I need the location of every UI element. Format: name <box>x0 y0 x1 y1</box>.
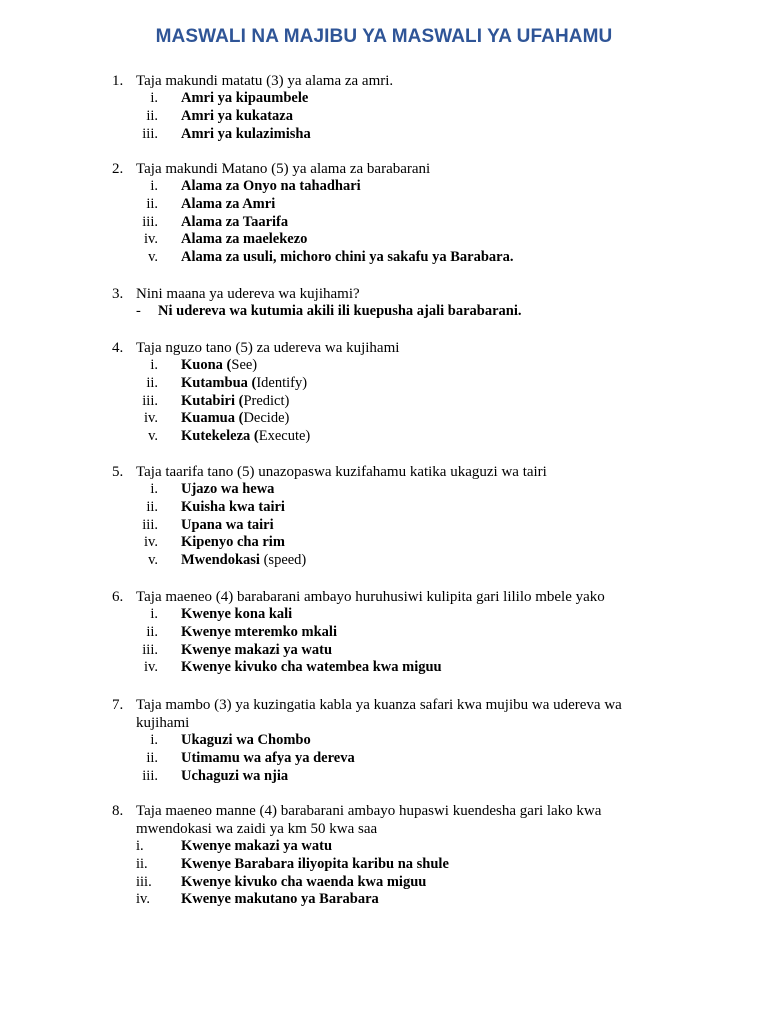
answer-item <box>112 732 652 750</box>
question-text: Taja makundi matatu (3) ya alama za amri. <box>136 73 394 89</box>
item-numeral: i. <box>150 178 158 194</box>
answer-text: Kwenye makazi ya watu <box>181 641 333 658</box>
answer-item <box>112 214 652 232</box>
answer-item <box>112 90 652 108</box>
item-numeral: iv. <box>144 534 158 551</box>
item-numeral: i. <box>150 732 158 748</box>
item-numeral: iv. <box>144 231 158 248</box>
item-numeral: iii. <box>142 392 158 409</box>
answer-text: Kuisha kwa tairi <box>181 498 285 515</box>
question-2 <box>112 160 652 267</box>
answer-english: (speed) <box>259 552 307 569</box>
question-text: Taja maeneo (4) barabarani ambayo huruhusiwi kulipita gari lililo mbele yako <box>136 589 605 605</box>
question-3 <box>112 285 652 321</box>
answer-english: Decide) <box>243 410 290 427</box>
question-number: 5. <box>112 464 124 480</box>
item-numeral: iv. <box>136 891 150 908</box>
answer-item <box>112 624 652 642</box>
answer-text: Kutambua ( <box>181 374 257 391</box>
answer-text: Kwenye kona kali <box>181 606 293 622</box>
answer-item <box>112 642 652 660</box>
answer-item <box>112 750 652 768</box>
answer-item <box>112 499 652 517</box>
question-text: Taja maeneo manne (4) barabarani ambayo hupaswi kuendesha gari lako kwa mwendokasi wa zaidi ya km 50 kwa saa <box>136 803 602 837</box>
answer-item <box>112 357 652 375</box>
answer-item <box>112 375 652 393</box>
item-numeral: ii. <box>146 374 158 391</box>
question-text: Taja makundi Matano (5) ya alama za barabarani <box>136 161 431 177</box>
answer-item <box>112 768 652 786</box>
answer-text: Ukaguzi wa Chombo <box>181 732 311 748</box>
answer-text: Kutekeleza ( <box>181 428 259 445</box>
answer-text: Amri ya kukataza <box>181 107 293 124</box>
answer-text: Kwenye kivuko cha watembea kwa miguu <box>181 659 442 676</box>
answer-item <box>112 874 652 892</box>
question-text: Taja taarifa tano (5) unazopaswa kuzifahamu katika ukaguzi wa tairi <box>136 464 547 480</box>
item-numeral: iii. <box>142 767 158 784</box>
answer-text: Alama za maelekezo <box>181 231 308 248</box>
answer-item <box>112 108 652 126</box>
item-numeral: ii. <box>136 855 148 872</box>
question-text: Taja nguzo tano (5) za udereva wa kujihami <box>136 340 400 356</box>
item-numeral: iii. <box>142 516 158 533</box>
answer-list <box>112 357 652 446</box>
question-6 <box>112 588 652 677</box>
item-numeral: v. <box>148 552 158 569</box>
page-title: MASWALI NA MAJIBU YA MASWALI YA UFAHAMU <box>155 26 613 47</box>
answer-item <box>112 552 652 570</box>
question-number: 8. <box>112 803 124 819</box>
item-numeral: i. <box>150 481 158 497</box>
answer-item <box>112 393 652 411</box>
answer-text: Kwenye mteremko mkali <box>181 623 337 640</box>
dash-bullet: - <box>136 303 141 319</box>
question-1 <box>112 72 652 143</box>
answer-text: Kwenye kivuko cha waenda kwa miguu <box>181 873 427 890</box>
question-number: 7. <box>112 697 124 713</box>
answer-text: Kwenye Barabara iliyopita karibu na shule <box>181 855 449 872</box>
question-number: 2. <box>112 161 124 177</box>
answer-text: Alama za usuli, michoro chini ya sakafu ya Barabara. <box>181 249 514 266</box>
answer-english: Execute) <box>258 428 311 445</box>
answer-text: Kipenyo cha rim <box>181 534 285 551</box>
answer-text: Amri ya kulazimisha <box>181 125 311 142</box>
item-numeral: v. <box>148 428 158 445</box>
answer-list <box>112 732 652 785</box>
answer-item <box>112 410 652 428</box>
answer-item <box>112 428 652 446</box>
item-numeral: iii. <box>142 125 158 142</box>
question-7 <box>112 696 652 785</box>
answer-item <box>112 659 652 677</box>
question-number: 3. <box>112 286 124 302</box>
answer-english: Predict) <box>243 392 290 409</box>
item-numeral: iv. <box>144 410 158 427</box>
item-numeral: i. <box>150 606 158 622</box>
question-8 <box>112 802 652 909</box>
item-numeral: ii. <box>146 749 158 766</box>
answer-text: Kwenye makazi ya watu <box>181 838 333 854</box>
answer-list <box>112 481 652 570</box>
question-text: Nini maana ya udereva wa kujihami? <box>136 286 360 302</box>
item-numeral: i. <box>136 838 144 854</box>
answer-item <box>112 517 652 535</box>
answer-item <box>112 891 652 909</box>
answer-list <box>112 838 652 909</box>
answer-text: Ujazo wa hewa <box>181 481 275 497</box>
question-number: 1. <box>112 73 124 89</box>
item-numeral: ii. <box>146 195 158 212</box>
answer-list <box>112 178 652 267</box>
answer-text: Amri ya kipaumbele <box>181 90 309 106</box>
answer-item <box>112 249 652 267</box>
answer-text: Alama za Taarifa <box>181 213 289 230</box>
answer-item <box>112 196 652 214</box>
answer-text: Mwendokasi <box>181 552 260 569</box>
answer-item <box>112 606 652 624</box>
answer-list <box>112 90 652 143</box>
answer-item <box>112 231 652 249</box>
item-numeral: iii. <box>142 213 158 230</box>
answer-item <box>112 126 652 144</box>
answer-item <box>112 534 652 552</box>
answer-text: Upana wa tairi <box>181 516 274 533</box>
answer-text: Uchaguzi wa njia <box>181 767 289 784</box>
item-numeral: v. <box>148 249 158 266</box>
answer-list <box>112 606 652 677</box>
answer-text: Kuamua ( <box>181 410 244 427</box>
answer-text: Alama za Amri <box>181 195 276 212</box>
answer-english: Identify) <box>256 374 308 391</box>
item-numeral: iv. <box>144 659 158 676</box>
answer-item <box>112 838 652 856</box>
answer-english: See) <box>231 357 258 373</box>
answer-text: Kuona ( <box>181 357 232 373</box>
question-number: 4. <box>112 340 124 356</box>
answer-item <box>112 178 652 196</box>
item-numeral: iii. <box>142 641 158 658</box>
answer-text: Utimamu wa afya ya dereva <box>181 749 355 766</box>
answer-text: Alama za Onyo na tahadhari <box>181 178 361 194</box>
question-4 <box>112 339 652 446</box>
answer-text: Kwenye makutano ya Barabara <box>181 891 379 908</box>
question-number: 6. <box>112 589 124 605</box>
answer-text: Ni udereva wa kutumia akili ili kuepusha ajali barabarani. <box>158 303 522 319</box>
answer-item <box>112 856 652 874</box>
answer-text: Kutabiri ( <box>181 392 244 409</box>
question-text: Taja mambo (3) ya kuzingatia kabla ya kuanza safari kwa mujibu wa udereva wa kujihami <box>136 697 622 731</box>
answer-item <box>112 481 652 499</box>
item-numeral: i. <box>150 357 158 373</box>
item-numeral: ii. <box>146 623 158 640</box>
item-numeral: ii. <box>146 107 158 124</box>
answer-item <box>112 303 652 321</box>
question-5 <box>112 463 652 570</box>
item-numeral: i. <box>150 90 158 106</box>
item-numeral: ii. <box>146 498 158 515</box>
item-numeral: iii. <box>136 873 152 890</box>
